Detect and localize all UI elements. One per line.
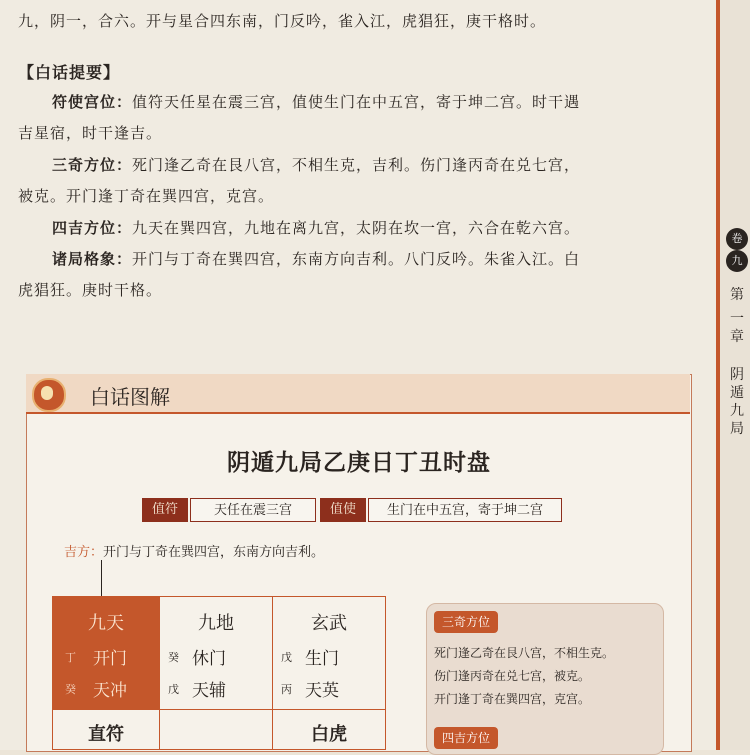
paragraph-label: 四吉方位： [52,219,133,237]
paragraph-label: 诸局格象： [52,250,133,268]
section-heading: 【白话提要】 [18,63,121,82]
palace-star: 天英 [305,681,339,701]
sanqi-line-2: 伤门逢丙奇在兑七宫，被克。 [434,669,591,683]
siji-title: 四吉方位 [434,727,498,749]
diagram-header-title: 白话图解 [90,385,170,409]
jifang-note [64,541,324,560]
palace-zhen3 [52,709,160,750]
palace-kun2 [272,596,386,710]
sanqi-line-3: 开门逢丁奇在巽四宫，克宫。 [434,692,591,706]
chart-title: 阴遁九局乙庚日丁丑时盘 [227,450,491,476]
sanqi-title: 三奇方位 [434,611,498,633]
paragraph-fushi-line1 [52,93,580,111]
paragraph-label: 符使宫位： [52,93,133,111]
chapter-char-3: 章 [730,329,744,345]
title-char-2: 遁 [730,385,744,401]
title-char-1: 阴 [730,367,744,383]
palace-god: 直符 [88,724,124,745]
jifang-tag: 吉方： [64,545,104,560]
text-line-top: 九，阴一，合六。开与星合四东南，门反吟，雀入江，虎猖狂，庚干格时。 [18,12,547,30]
zhifu-label: 值符 [142,498,188,522]
title-char-3: 九 [730,403,744,419]
zhishi-value: 生门在中五宫，寄于坤二宫 [368,498,562,522]
paragraph-siji-line1 [52,219,580,237]
palace-xun4 [52,596,160,710]
palace-stem: 丙 [281,683,292,696]
palace-god: 玄武 [311,613,347,634]
palace-stem: 戊 [168,683,179,696]
palace-stem: 癸 [65,683,76,696]
palace-star: 天冲 [93,681,127,701]
connector-line [101,560,102,596]
palace-god: 九天 [88,613,124,634]
palace-stem: 戊 [281,651,292,664]
palace-god: 九地 [198,613,234,634]
palace-god: 白虎 [311,724,347,745]
paragraph-sanqi-line1 [52,156,580,174]
palace-dui7 [272,709,386,750]
chapter-char-1: 第 [730,287,744,303]
paragraph-text: 九天在巽四宫，九地在离九宫，太阴在坎一宫，六合在乾六宫。 [132,219,581,237]
sanqi-line-1: 死门逢乙奇在艮八宫，不相生克。 [434,646,615,660]
palace-door: 生门 [305,649,339,669]
palace-door: 休门 [192,649,226,669]
volume-number-badge: 九 [726,250,748,272]
volume-badge: 卷 [726,228,748,250]
zhifu-value: 天任在震三宫 [190,498,316,522]
palace-door: 开门 [93,649,127,669]
title-char-4: 局 [730,421,744,437]
paragraph-zhuju-line1 [52,250,580,268]
zhishi-label: 值使 [320,498,366,522]
paragraph-text: 死门逢乙奇在艮八宫，不相生克，吉利。伤门逢丙奇在兑七宫， [132,156,581,174]
paragraph-sanqi-line2: 被克。开门逢丁奇在巽四宫，克宫。 [18,187,275,205]
paragraph-fushi-line2: 吉星宿，时干逢吉。 [18,124,163,142]
paragraph-zhuju-line2: 虎猖狂。庚时干格。 [18,281,163,299]
palace-stem: 丁 [65,651,76,664]
paragraph-label: 三奇方位： [52,156,133,174]
palace-li9 [159,596,273,710]
palace-center5 [159,709,273,750]
paragraph-text: 开门与丁奇在巽四宫，东南方向吉利。八门反吟。朱雀入江。白 [132,250,581,268]
palace-stem: 癸 [168,651,179,664]
jifang-text: 开门与丁奇在巽四宫，东南方向吉利。 [103,545,325,560]
chapter-char-2: 一 [730,311,744,327]
palace-star: 天辅 [192,681,226,701]
paragraph-text: 值符天任星在震三宫，值使生门在中五宫，寄于坤二宫。时干遇 [132,93,581,111]
book-logo-face [41,386,53,400]
